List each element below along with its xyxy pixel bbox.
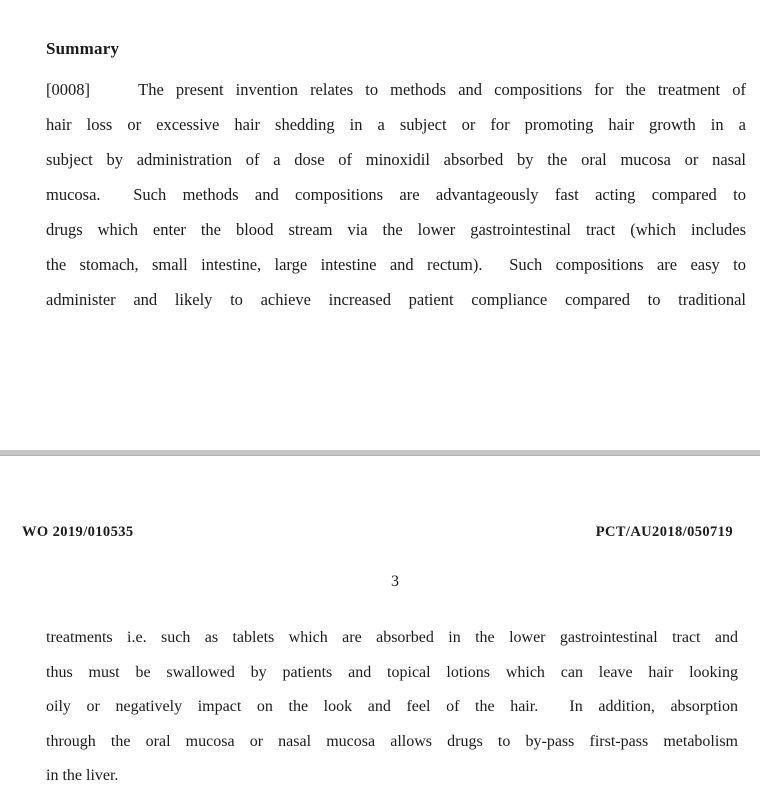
text-line: drugs which enter the blood stream via the lower gastrointestinal tract (which includes	[46, 220, 746, 239]
text-line: thus must be swallowed by patients and topical lotions which can leave hair looking	[46, 663, 738, 681]
section-heading: Summary	[46, 39, 120, 59]
text-line: in the liver.	[46, 767, 119, 785]
page-number: 3	[391, 573, 399, 590]
text-line: oily or negatively impact on the look and feel of the hair. In addition, absorption	[46, 698, 738, 716]
application-number-header: PCT/AU2018/050719	[595, 524, 733, 540]
text-line: treatments i.e. such as tablets which are absorbed in the lower gastrointestinal tract and	[46, 629, 738, 646]
text-line: hair loss or excessive hair shedding in a subject or for promoting hair growth in a	[46, 115, 746, 134]
text-line: mucosa. Such methods and compositions are advantageously fast acting compared to	[46, 185, 746, 204]
text-line: subject by administration of a dose of minoxidil absorbed by the oral mucosa or nasal	[46, 150, 746, 169]
page-divider	[0, 450, 760, 456]
text-line: the stomach, small intestine, large intestine and rectum). Such compositions are easy to	[46, 255, 746, 274]
text-line: through the oral mucosa or nasal mucosa allows drugs to by-pass first-pass metabolism	[46, 732, 738, 750]
paragraph-continued	[46, 621, 738, 794]
paragraph-0008	[46, 72, 746, 317]
text-line: administer and likely to achieve increased patient compliance compared to traditional	[46, 290, 746, 309]
text-line: [0008] The present invention relates to methods and compositions for the treatment of	[46, 80, 746, 99]
publication-number-header: WO 2019/010535	[22, 524, 134, 540]
